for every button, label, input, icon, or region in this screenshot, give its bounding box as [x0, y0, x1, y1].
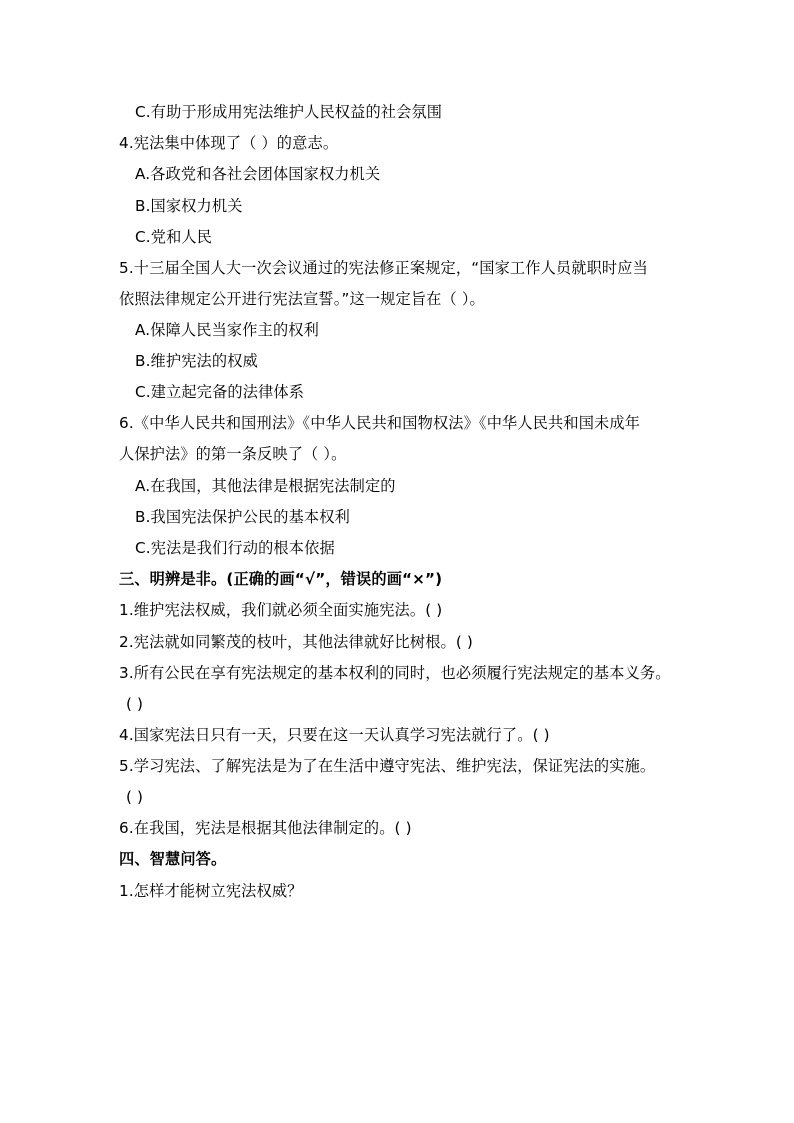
section-3-item-5-answer-paren: ( )	[126, 788, 144, 806]
section-4-title: 四、智慧问答。	[119, 850, 227, 868]
q5-option-c: C.建立起完备的法律体系	[135, 383, 305, 401]
section-3-item-2: 2.宪法就如同繁茂的枝叶，其他法律就好比树根。( )	[119, 633, 474, 651]
q5-option-b: B.维护宪法的权威	[135, 352, 258, 370]
q6-option-b: B.我国宪法保护公民的基本权利	[135, 508, 350, 526]
q6-option-a: A.在我国，其他法律是根据宪法制定的	[135, 477, 396, 495]
section-3-item-3: 3.所有公民在享有宪法规定的基本权利的同时，也必须履行宪法规定的基本义务。	[119, 664, 671, 682]
q6-stem-line2: 人保护法》的第一条反映了（ ）。	[119, 445, 347, 463]
q4-stem: 4.宪法集中体现了（ ）的意志。	[119, 134, 339, 152]
q5-stem-line1: 5.十三届全国人大一次会议通过的宪法修正案规定，“国家工作人员就职时应当	[119, 259, 648, 277]
section-3-item-1: 1.维护宪法权威，我们就必须全面实施宪法。( )	[119, 601, 443, 619]
section-3-item-3-answer-paren: ( )	[126, 695, 144, 713]
q4-option-b: B.国家权力机关	[135, 197, 243, 215]
section-3-item-5: 5.学习宪法、了解宪法是为了在生活中遵守宪法、维护宪法，保证宪法的实施。	[119, 757, 656, 775]
section-3-item-6: 6.在我国，宪法是根据其他法律制定的。( )	[119, 819, 412, 837]
section-3-item-4: 4.国家宪法日只有一天，只要在这一天认真学习宪法就行了。( )	[119, 726, 550, 744]
q6-stem-line1: 6.《中华人民共和国刑法》《中华人民共和国物权法》《中华人民共和国未成年	[119, 414, 641, 432]
q6-option-c: C.宪法是我们行动的根本依据	[135, 539, 335, 557]
q5-stem-line2: 依照法律规定公开进行宪法宣誓。”这一规定旨在（ ）。	[119, 290, 485, 308]
q3-option-c: C.有助于形成用宪法维护人民权益的社会氛围	[135, 103, 443, 121]
q4-option-c: C.党和人民	[135, 228, 213, 246]
section-4-item-1: 1.怎样才能树立宪法权威？	[119, 882, 303, 900]
section-3-title: 三、明辨是非。(正确的画“√”，错误的画“×”)	[119, 570, 443, 588]
q4-option-a: A.各政党和各社会团体国家权力机关	[135, 165, 381, 183]
q5-option-a: A.保障人民当家作主的权利	[135, 321, 319, 339]
